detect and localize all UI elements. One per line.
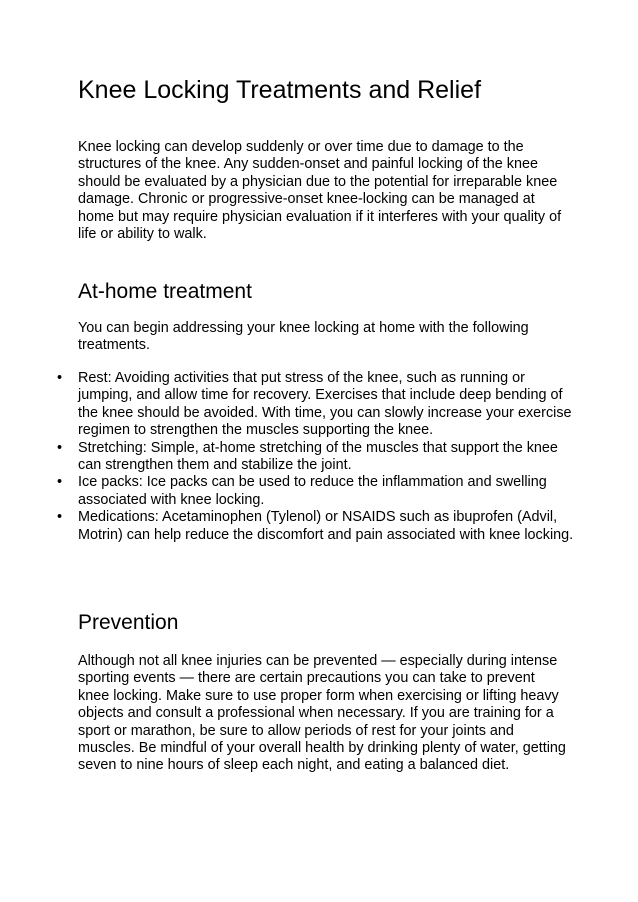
list-item-text: Ice packs: Ice packs can be used to reduce the inflammation and swelling associated with knee locking.	[78, 474, 547, 508]
list-item-text: Medications: Acetaminophen (Tylenol) or NSAIDS such as ibuprofen (Advil, Motrin) can help reduce the discomfort and pain associated with knee locking.	[78, 509, 574, 543]
page-title: Knee Locking Treatments and Relief	[78, 76, 482, 104]
bullet-icon: •	[57, 370, 63, 386]
list-item-text: Rest: Avoiding activities that put stress of the knee, such as running or jumping, and allow time for recovery. Exercises that include deep bending of the knee should be avoided. With time, you can slowly increase your exercise regimen to strengthen the muscles supporting the knee.	[78, 370, 572, 439]
list-item	[0, 474, 575, 509]
bullet-icon: •	[57, 509, 63, 526]
intro-paragraph: Knee locking can develop suddenly or over time due to damage to the structures of the knee. Any sudden-onset and painful locking of the knee should be evaluated by a physician due to the potential for irreparable knee damage. Chronic or progressive-onset knee-locking can be managed at home but may require physician evaluation if it interferes with your quality of life or ability to walk.	[78, 139, 562, 243]
list-item	[0, 370, 575, 440]
treatment-list	[0, 370, 575, 544]
list-item	[0, 440, 575, 475]
section-heading-at-home: At-home treatment	[78, 280, 252, 303]
prevention-paragraph: Although not all knee injuries can be prevented — especially during intense sporting events — there are certain precautions you can take to prevent knee locking. Make sure to use proper form when exercising or lifting heavy objects and consult a professional when necessary. If you are training for a sport or marathon, be sure to allow periods of rest for your joints and muscles. Be mindful of your overall health by drinking plenty of water, getting seven to nine hours of sleep each night, and eating a balanced diet.	[78, 653, 566, 774]
list-item-text: Stretching: Simple, at-home stretching of the muscles that support the knee can strengthen them and stabilize the joint.	[78, 439, 558, 474]
section-heading-prevention: Prevention	[78, 611, 179, 634]
bullet-icon: •	[57, 439, 63, 456]
bullet-icon: •	[57, 474, 63, 491]
at-home-intro: You can begin addressing your knee locking at home with the following treatments.	[78, 320, 529, 354]
list-item	[0, 509, 575, 544]
